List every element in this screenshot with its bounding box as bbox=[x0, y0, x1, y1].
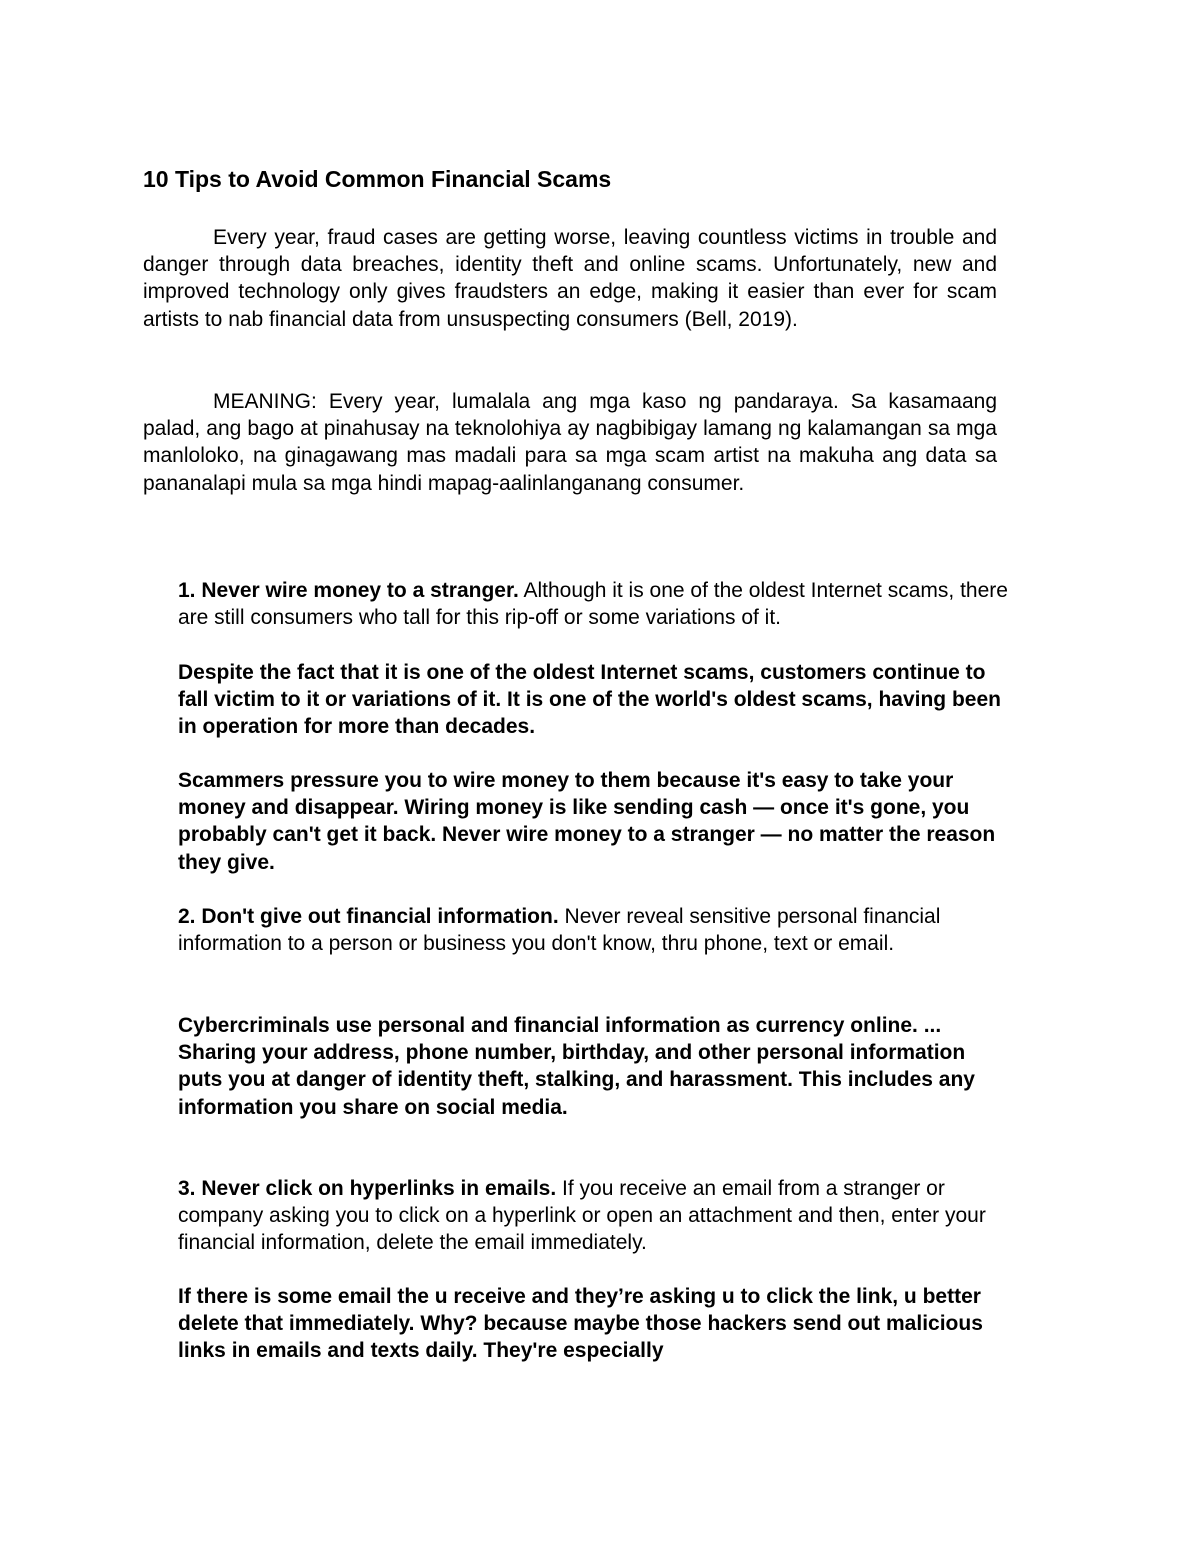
meaning-paragraph bbox=[143, 388, 997, 497]
meaning-text: MEANING: Every year, lumalala ang mga kaso ng pandaraya. Sa kasamaang palad, ang bago at pinahusay na teknolohiya ay nagbibigay lamang ng kalamangan sa mga manloloko, na ginagawang mas madali para sa mga scam artist na makuha ang data sa pananalapi mula sa mga hindi mapag-aalinlanganang consumer. bbox=[143, 390, 997, 495]
document-title: 10 Tips to Avoid Common Financial Scams bbox=[143, 166, 612, 192]
intro-text: Every year, fraud cases are getting worse, leaving countless victims in trouble and danger through data breaches, identity theft and online scams. Unfortunately, new and improved technology only gives fraudsters an edge, making it easier than ever for scam artists to nab financial data from unsuspecting consumers (Bell, 2019). bbox=[143, 226, 997, 331]
tip-2-text: Never reveal sensitive personal financial information to a person or business you don't know, thru phone, text or email. bbox=[178, 905, 941, 956]
tip-3-explanation: If there is some email the u receive and they’re asking u to click the link, u better delete that immediately. Why? because maybe those hackers send out malicious links in emails and texts daily. They're especially bbox=[178, 1285, 983, 1363]
tip-1-explanation: Despite the fact that it is one of the oldest Internet scams, customers continue to fall victim to it or variations of it. It is one of the world's oldest scams, having been in operation for more than decades. bbox=[178, 661, 1001, 739]
tip-2-heading: 2. Don't give out financial information. bbox=[178, 905, 559, 928]
tip-3-heading: 3. Never click on hyperlinks in emails. bbox=[178, 1177, 557, 1200]
tip-3-text: If you receive an email from a stranger or company asking you to click on a hyperlink or open an attachment and then, enter your financial information, delete the email immediately. bbox=[178, 1177, 986, 1255]
tip-1-explanation-2: Scammers pressure you to wire money to them because it's easy to take your money and disappear. Wiring money is like sending cash — once it's gone, you probably can't get it back. Never wire money to a stranger — no matter the reason they give. bbox=[178, 769, 996, 874]
tip-3 bbox=[178, 1175, 1008, 1257]
tip-2-explanation: Cybercriminals use personal and financial information as currency online. ... Sharing your address, phone number, birthday, and other personal information puts you at danger of identity theft, stalking, and harassment. This includes any information you share on social media. bbox=[178, 1014, 975, 1119]
tip-1 bbox=[178, 577, 1008, 631]
tip-1-heading: 1. Never wire money to a stranger. bbox=[178, 579, 519, 602]
tip-2 bbox=[178, 903, 1008, 957]
intro-paragraph bbox=[143, 224, 997, 333]
tip-1-text: Although it is one of the oldest Internet scams, there are still consumers who tall for this rip-off or some variations of it. bbox=[178, 579, 1008, 630]
